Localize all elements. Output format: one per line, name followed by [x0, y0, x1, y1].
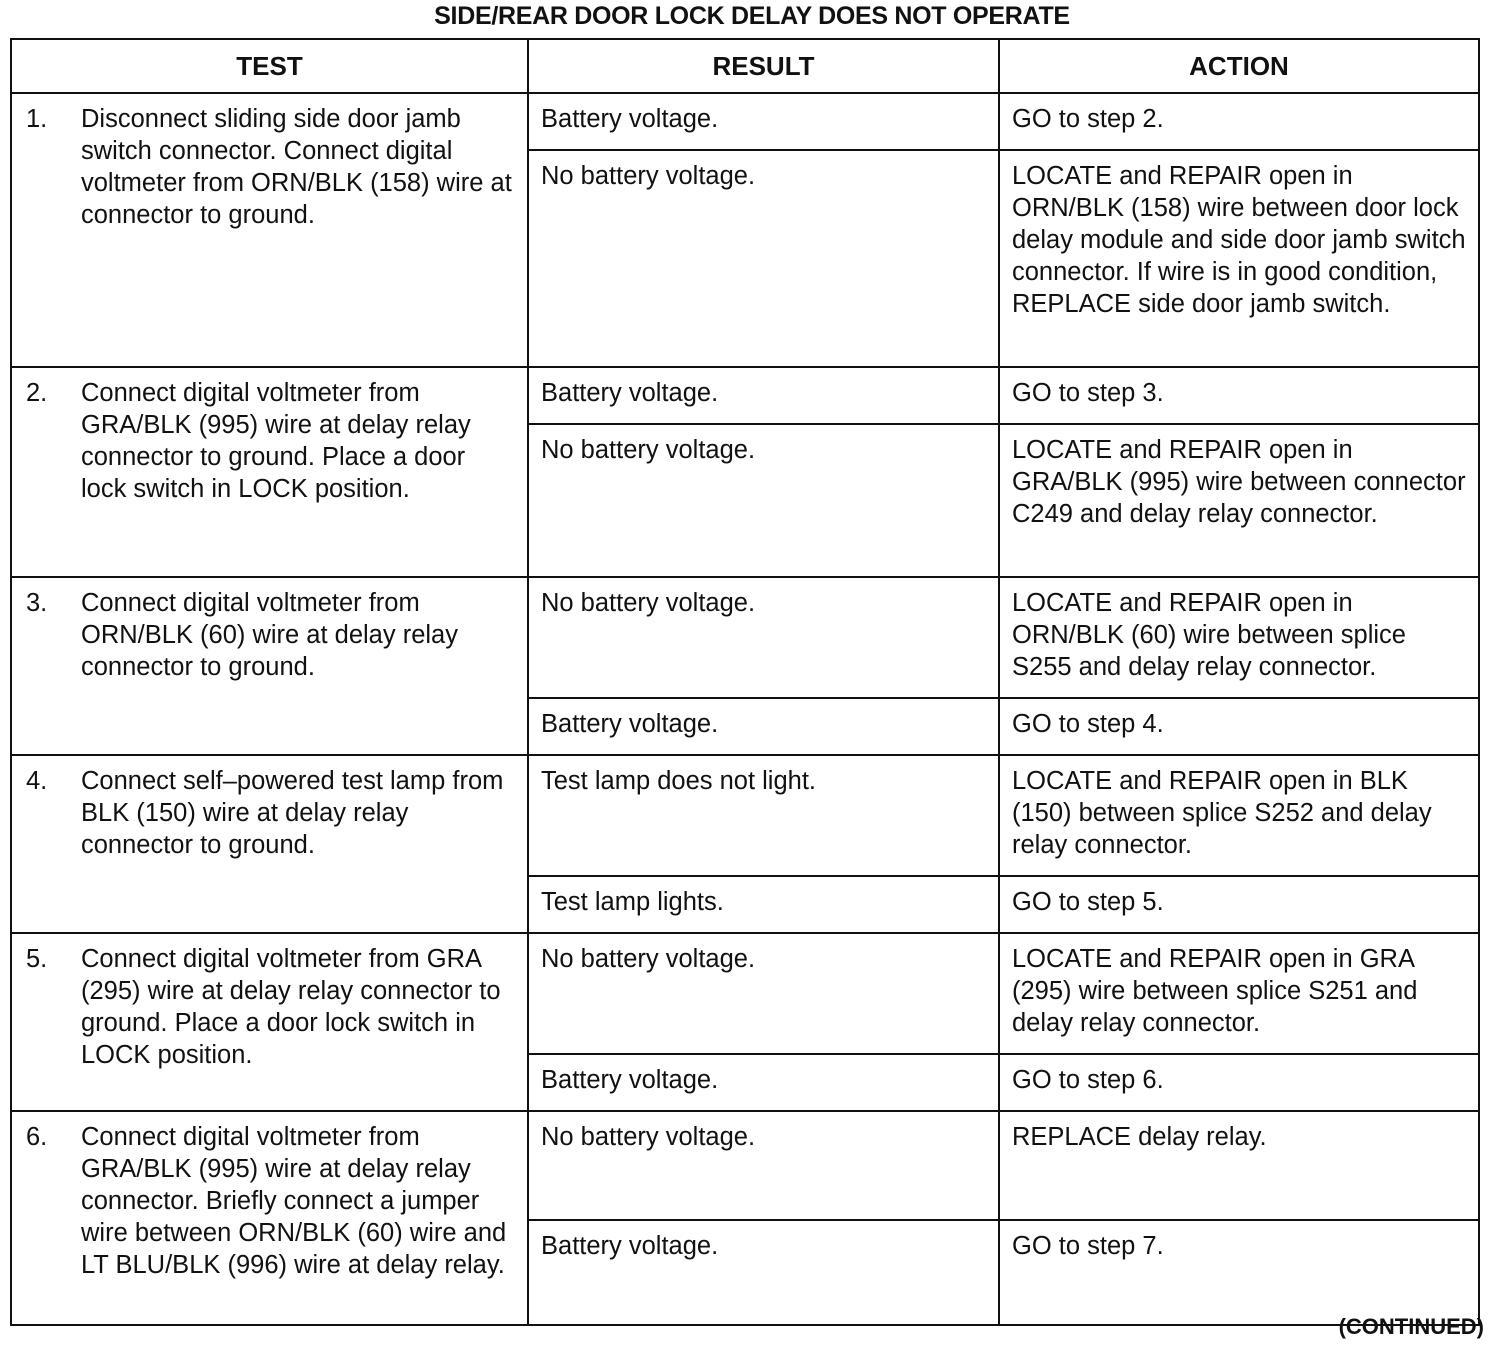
action-cell: GO to step 4.: [999, 698, 1479, 755]
action-cell: GO to step 7.: [999, 1220, 1479, 1325]
result-cell: Test lamp does not light.: [528, 755, 999, 876]
action-cell: GO to step 5.: [999, 876, 1479, 933]
test-text: Disconnect sliding side door jamb switch connector. Connect digital voltmeter from ORN/BLK (158) wire at connector to ground.: [81, 105, 512, 229]
test-text: Connect digital voltmeter from ORN/BLK (60) wire at delay relay connector to ground.: [81, 589, 458, 681]
result-cell: Test lamp lights.: [528, 876, 999, 933]
table-row: [11, 93, 1479, 150]
test-cell: [11, 367, 528, 577]
header-row: [11, 39, 1479, 93]
test-cell: [11, 755, 528, 933]
action-cell: GO to step 3.: [999, 367, 1479, 424]
test-cell: [11, 933, 528, 1111]
test-cell: [11, 577, 528, 755]
result-cell: No battery voltage.: [528, 424, 999, 577]
result-cell: Battery voltage.: [528, 1220, 999, 1325]
table-row: [11, 577, 1479, 698]
page-title: SIDE/REAR DOOR LOCK DELAY DOES NOT OPERATE: [434, 2, 1070, 30]
result-cell: Battery voltage.: [528, 698, 999, 755]
step-number: 1.: [26, 105, 48, 133]
table-row: [11, 755, 1479, 876]
step-number: 4.: [26, 767, 48, 795]
action-cell: REPLACE delay relay.: [999, 1111, 1479, 1220]
step-number: 6.: [26, 1123, 48, 1151]
table-row: [11, 367, 1479, 424]
header-action: ACTION: [999, 39, 1479, 93]
step-number: 3.: [26, 589, 48, 617]
continued-label: (CONTINUED): [1338, 1314, 1484, 1339]
action-cell: GO to step 2.: [999, 93, 1479, 150]
action-cell: LOCATE and REPAIR open in ORN/BLK (158) wire between door lock delay module and side door jamb switch connector. If wire is in good condition, REPLACE side door jamb switch.: [999, 150, 1479, 367]
test-cell: [11, 1111, 528, 1325]
test-text: Connect digital voltmeter from GRA/BLK (995) wire at delay relay connector. Briefly connect a jumper wire between ORN/BLK (60) wire and LT BLU/BLK (996) wire at delay relay.: [81, 1123, 507, 1279]
action-cell: LOCATE and REPAIR open in GRA/BLK (995) wire between connector C249 and delay relay connector.: [999, 424, 1479, 577]
table-row: [11, 1111, 1479, 1220]
table-row: [11, 933, 1479, 1054]
action-cell: LOCATE and REPAIR open in GRA (295) wire between splice S251 and delay relay connector.: [999, 933, 1479, 1054]
result-cell: Battery voltage.: [528, 1054, 999, 1111]
result-cell: No battery voltage.: [528, 1111, 999, 1220]
result-cell: No battery voltage.: [528, 577, 999, 698]
test-cell: [11, 93, 528, 367]
action-cell: LOCATE and REPAIR open in ORN/BLK (60) wire between splice S255 and delay relay connector.: [999, 577, 1479, 698]
result-cell: Battery voltage.: [528, 93, 999, 150]
header-test: TEST: [11, 39, 528, 93]
step-number: 2.: [26, 379, 48, 407]
result-cell: Battery voltage.: [528, 367, 999, 424]
test-text: Connect digital voltmeter from GRA (295) wire at delay relay connector to ground. Place a door lock switch in LOCK position.: [81, 945, 501, 1069]
diagnostic-table: [10, 38, 1480, 1326]
action-cell: GO to step 6.: [999, 1054, 1479, 1111]
result-cell: No battery voltage.: [528, 150, 999, 367]
test-text: Connect digital voltmeter from GRA/BLK (995) wire at delay relay connector to ground. Place a door lock switch in LOCK position.: [81, 379, 471, 503]
test-text: Connect self–powered test lamp from BLK (150) wire at delay relay connector to ground.: [81, 767, 504, 859]
step-number: 5.: [26, 945, 48, 973]
action-cell: LOCATE and REPAIR open in BLK (150) between splice S252 and delay relay connector.: [999, 755, 1479, 876]
result-cell: No battery voltage.: [528, 933, 999, 1054]
header-result: RESULT: [528, 39, 999, 93]
